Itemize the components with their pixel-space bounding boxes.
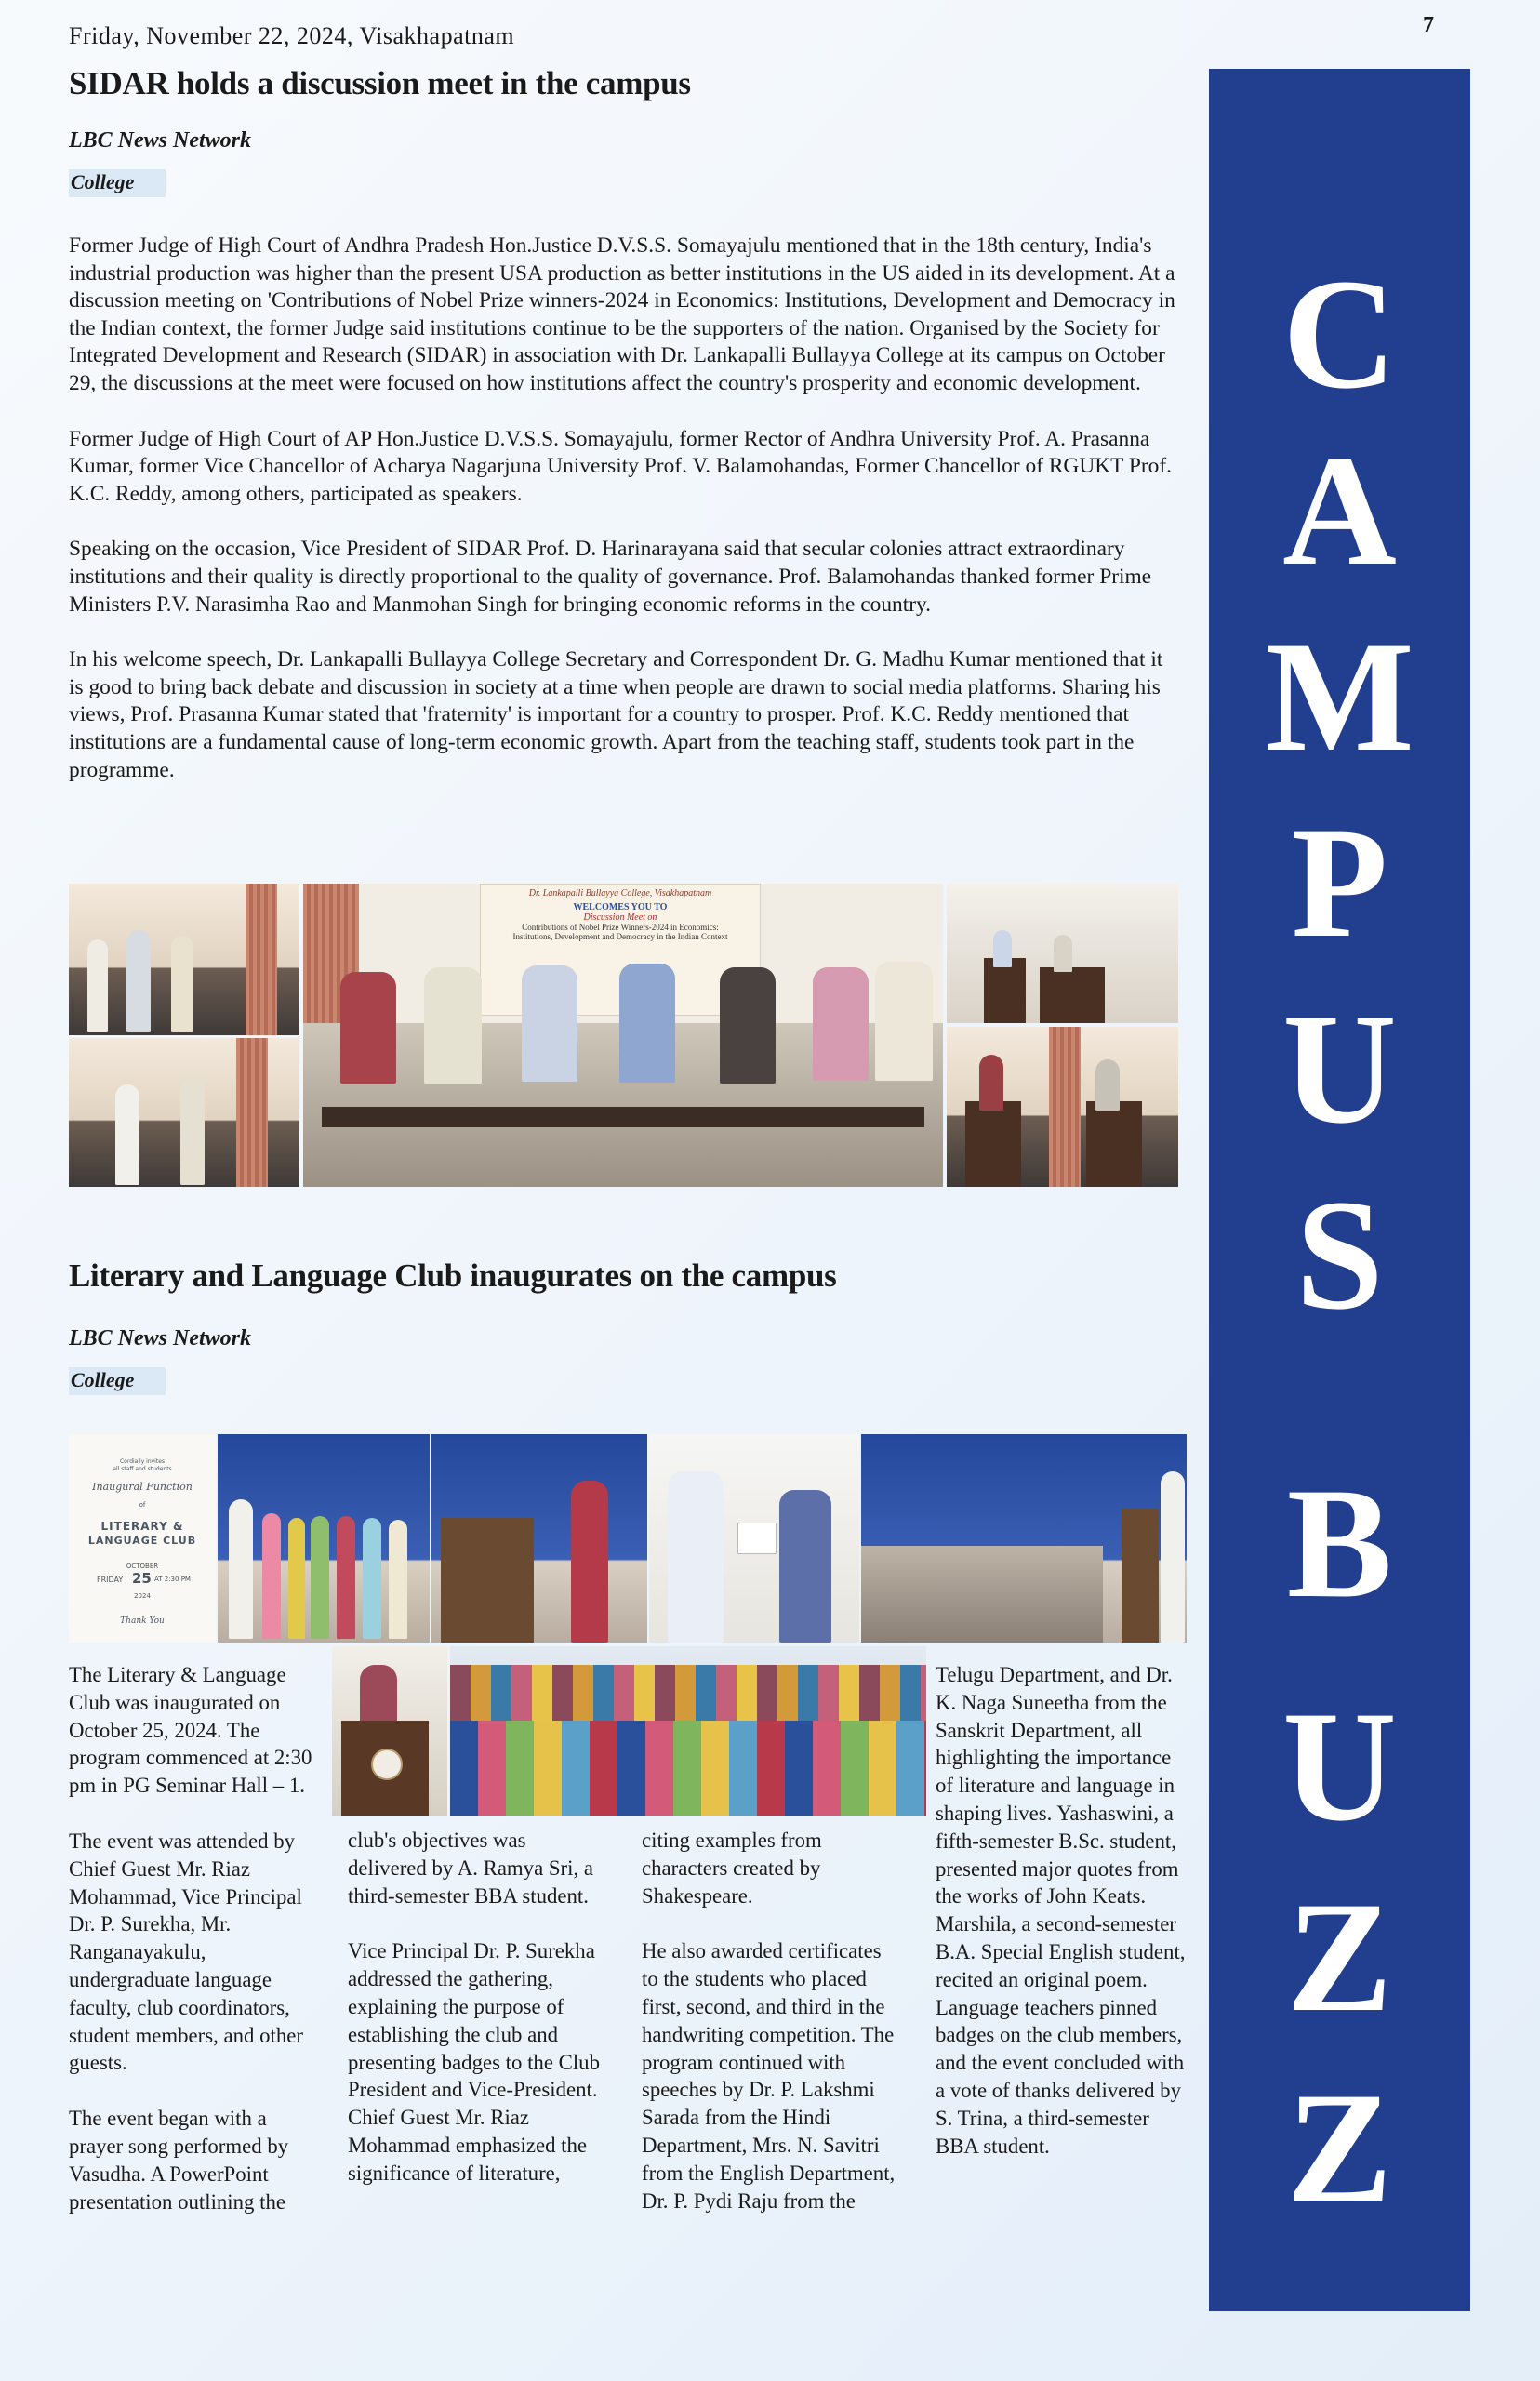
campus-buzz-banner (1209, 69, 1470, 2311)
article2-paragraph: The event began with a prayer song performed by Vasudha. A PowerPoint presentation outlining the (69, 2107, 289, 2214)
photo-group (450, 1646, 926, 1816)
article2-photo-strip (69, 1434, 1187, 1643)
banner-letter: M (1265, 609, 1414, 784)
backdrop-event: Discussion Meet on (583, 912, 657, 923)
article1-byline: LBC News Network (69, 128, 252, 153)
article1-paragraph: Former Judge of High Court of Andhra Pradesh Hon.Justice D.V.S.S. Somayajulu mentioned that in the 18th century, India's industrial production was higher than the present USA production as better institutions in the US aided in its development. At a discussion meeting on 'Contributions of Nobel Prize winners-2024 in Economics: Institutions, Development and Democracy in the Indian context, the former Judge said institutions continue to be the supporters of the nation. Organised by the Society for Integrated Development and Research (SIDAR) in association with Dr. Lankapalli Bullayya College at its campus on October 29, the discussions at the meet were focused on how institutions affect the country's prosperity and economic development. (69, 233, 1175, 395)
article2-paragraph: The event was attended by Chief Guest Mr. Riaz Mohammad, Vice Principal Dr. P. Surekha, Mr. Ranganayakulu, undergraduate language faculty, club coordinators, student members, and other guests. (69, 1829, 303, 2075)
photo-certificate (649, 1434, 859, 1643)
article2-paragraph: The Literary & Language Club was inaugurated on October 25, 2024. The program commenced at 2:30 pm in PG Seminar Hall – 1. (69, 1663, 312, 1798)
invitation-text: Cordially invites (119, 1458, 166, 1465)
banner-letter: Z (1286, 2060, 1393, 2235)
photo-welcome (69, 1038, 299, 1187)
article2-paragraph: Telugu Department, and Dr. K. Naga Suneetha from the Sanskrit Department, all highlighting the importance of literature and language in shaping lives. Yashaswini, a fifth-semester B.Sc. student, presented major quotes from the works of John Keats. Marshila, a second-semester B.A. Special English student, recited an original poem. Language teachers pinned badges on the club members, and the event concluded with a vote of thanks delivered by S. Trina, a third-semester BBA student. (936, 1663, 1186, 2158)
banner-letter: B (1286, 1456, 1393, 1630)
photo-felicitation (69, 884, 299, 1035)
page-number: 7 (1423, 13, 1434, 37)
invitation-time: AT 2:30 PM (154, 1576, 191, 1583)
photo-audience (861, 1434, 1187, 1643)
banner-letter: P (1291, 795, 1388, 970)
invitation-date: 25 (132, 1570, 152, 1587)
article2-headline: Literary and Language Club inaugurates on the campus (69, 1257, 837, 1294)
article1-paragraph: In his welcome speech, Dr. Lankapalli Bullayya College Secretary and Correspondent Dr. G. Madhu Kumar mentioned that it is good to bring back debate and discussion in society at a time when people are drawn to social media platforms. Sharing his views, Prof. Prasanna Kumar stated that 'fraternity' is important for a country to prosper. Prof. K.C. Reddy mentioned that institutions are a fundamental cause of long-term economic growth. Apart from the teaching staff, students took part in the programme. (69, 647, 1163, 782)
backdrop-topic: Institutions, Development and Democracy in the Indian Context (512, 932, 728, 941)
invitation-club: LITERARY & (100, 1520, 184, 1533)
article2-paragraph: He also awarded certificates to the students who placed first, second, and third in the handwriting competition. The program continued with speeches by Dr. P. Lakshmi Sarada from the Hindi Department, Mrs. N. Savitri from the English Department, Dr. P. Pydi Raju from the (642, 1939, 896, 2213)
article2-byline: LBC News Network (69, 1326, 252, 1350)
photo-stage-group (218, 1434, 430, 1643)
backdrop-topic: Contributions of Nobel Prize Winners-2024 in Economics: (522, 923, 719, 932)
photo-podium (947, 1027, 1178, 1187)
article2-column-1 (69, 1661, 325, 2243)
photo-dais (303, 884, 943, 1187)
banner-letter: S (1295, 1167, 1384, 1342)
article2-paragraph: citing examples from characters created by Shakespeare. (642, 1829, 822, 1908)
invitation-year: 2024 (134, 1592, 151, 1600)
photo-vice-principal (332, 1646, 447, 1816)
banner-letter: U (1282, 1679, 1397, 1854)
article2-column-4 (936, 1661, 1188, 2188)
invitation-thanks: Thank You (120, 1616, 165, 1626)
photo-speaker-podium (431, 1434, 647, 1643)
article2-paragraph: Vice Principal Dr. P. Surekha addressed the gathering, explaining the purpose of establishing the club and presenting badges to the Club President and Vice-President. Chief Guest Mr. Riaz Mohammad emphasized the significance of literature, (348, 1939, 600, 2185)
article2-column-3 (642, 1827, 902, 2242)
article1-paragraph: Speaking on the occasion, Vice President of SIDAR Prof. D. Harinarayana said that secular colonies attract extraordinary institutions and their quality is directly proportional to the quality of governance. Prof. Balamohandas thanked former Prime Ministers P.V. Narasimha Rao and Manmohan Singh for bringing economic reforms in the country. (69, 537, 1152, 617)
photo-speakers (947, 884, 1178, 1023)
backdrop-college: Dr. Lankapalli Bullayya College, Visakhapatnam (528, 888, 712, 898)
article1-photo-collage (69, 884, 1178, 1187)
article1-headline: SIDAR holds a discussion meet in the campus (69, 65, 691, 101)
article1-body (69, 233, 1181, 812)
invitation-text: of (139, 1501, 146, 1509)
article1-section-tag: College (69, 169, 166, 197)
invitation-month: OCTOBER (126, 1563, 159, 1570)
invitation-script: Inaugural Function (92, 1481, 192, 1493)
article1-paragraph: Former Judge of High Court of AP Hon.Justice D.V.S.S. Somayajulu, former Rector of Andhra University Prof. A. Prasanna Kumar, former Vice Chancellor of Acharya Nagarjuna University Prof. V. Balamohandas, Former Chancellor of RGUKT Prof. K.C. Reddy, among others, participated as speakers. (69, 426, 1172, 506)
article2-column-2 (348, 1827, 608, 2215)
banner-letter: A (1282, 423, 1397, 598)
dateline: Friday, November 22, 2024, Visakhapatnam (69, 22, 515, 49)
banner-letter: U (1282, 981, 1397, 1156)
banner-letter: C (1282, 246, 1397, 421)
backdrop-welcome: WELCOMES YOU TO (573, 902, 668, 912)
invitation-day: FRIDAY (97, 1576, 124, 1584)
article2-paragraph: club's objectives was delivered by A. Ramya Sri, a third-semester BBA student. (348, 1829, 594, 1908)
invitation-text: all staff and students (113, 1466, 172, 1472)
invitation-card (69, 1434, 216, 1643)
article2-section-tag: College (69, 1367, 166, 1395)
invitation-club: LANGUAGE CLUB (87, 1535, 197, 1547)
banner-letter: Z (1286, 1869, 1393, 2044)
